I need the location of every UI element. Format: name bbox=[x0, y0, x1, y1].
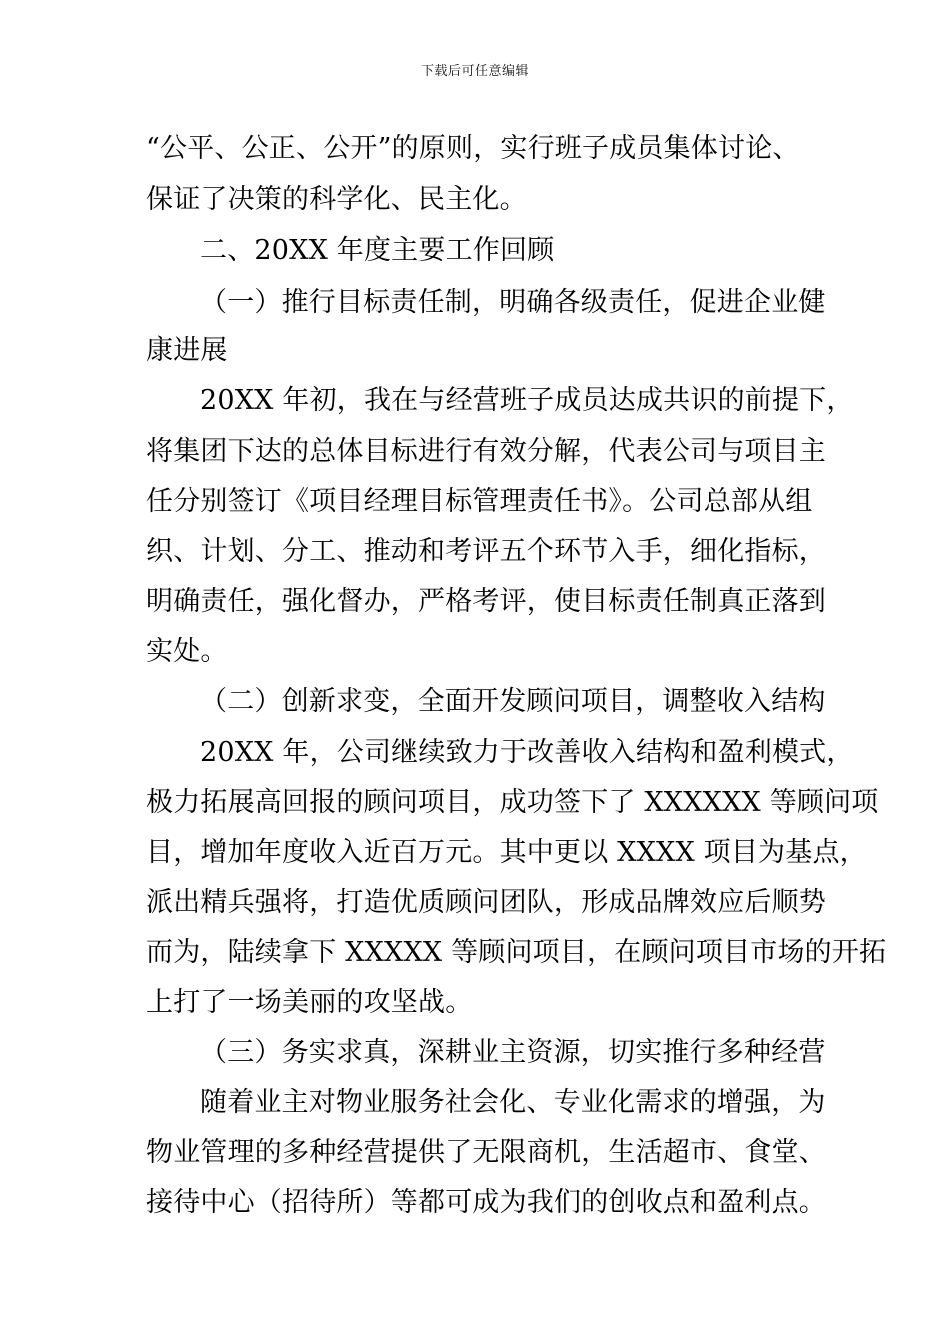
subsection-heading: （二）创新求变，全面开发顾问项目，调整收入结构 bbox=[200, 686, 826, 717]
subsection-heading: （三）务实求真，深耕业主资源，切实推行多种经营 bbox=[200, 1037, 826, 1068]
body-line: 20XX 年初，我在与经营班子成员达成共识的前提下， bbox=[200, 385, 854, 416]
section-heading: 二、20XX 年度主要工作回顾 bbox=[200, 235, 555, 266]
body-line: 物业管理的多种经营提供了无限商机，生活超市、食堂、 bbox=[146, 1137, 826, 1168]
body-line: 保证了决策的科学化、民主化。 bbox=[146, 184, 527, 215]
page-header: 下载后可任意编辑 bbox=[420, 64, 529, 79]
body-line: 随着业主对物业服务社会化、专业化需求的增强，为 bbox=[200, 1087, 826, 1118]
body-line: 织、计划、分工、推动和考评五个环节入手，细化指标， bbox=[146, 536, 826, 567]
body-line: 极力拓展高回报的顾问项目，成功签下了 XXXXXX 等顾问项 bbox=[146, 787, 879, 818]
subsection-heading-cont: 康进展 bbox=[146, 335, 228, 366]
body-line: 上打了一场美丽的攻坚战。 bbox=[146, 987, 473, 1018]
body-line: “公平、公正、公开”的原则，实行班子成员集体讨论、 bbox=[146, 133, 800, 164]
body-line: 实处。 bbox=[146, 636, 228, 667]
body-line: 20XX 年，公司继续致力于改善收入结构和盈利模式， bbox=[200, 737, 854, 768]
body-line: 明确责任，强化督办，严格考评，使目标责任制真正落到 bbox=[146, 586, 826, 617]
body-line: 将集团下达的总体目标进行有效分解，代表公司与项目主 bbox=[146, 436, 826, 467]
body-line: 接待中心（招待所）等都可成为我们的创收点和盈利点。 bbox=[146, 1187, 826, 1218]
body-line: 而为，陆续拿下 XXXXX 等顾问项目，在顾问项目市场的开拓 bbox=[146, 937, 887, 968]
body-line: 派出精兵强将，打造优质顾问团队，形成品牌效应后顺势 bbox=[146, 887, 826, 918]
subsection-heading: （一）推行目标责任制，明确各级责任，促进企业健 bbox=[200, 287, 826, 318]
body-line: 任分别签订《项目经理目标管理责任书》。公司总部从组 bbox=[146, 486, 813, 517]
body-line: 目，增加年度收入近百万元。其中更以 XXXX 项目为基点， bbox=[146, 837, 867, 868]
